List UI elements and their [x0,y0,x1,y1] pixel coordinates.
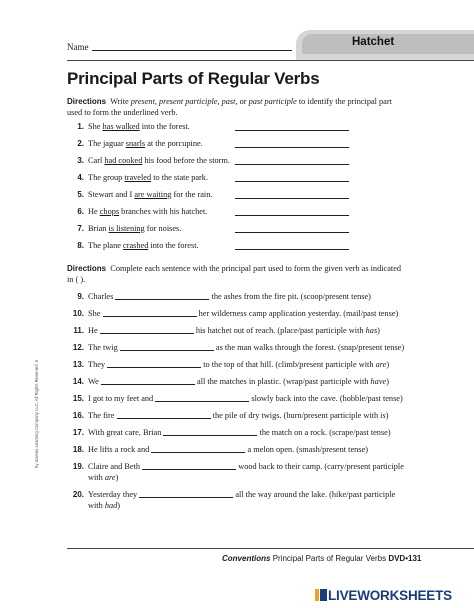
sentence-pre: The twig [88,343,118,352]
closing-paren: ) [386,377,389,386]
sentence-pre: I got to my feet and [88,394,154,403]
underlined-verb: snarls [125,139,146,148]
answer-line[interactable] [235,215,349,216]
liveworksheets-watermark: LIVEWORKSHEETS [328,588,452,603]
answer-blank[interactable] [100,325,194,334]
underlined-verb: had cooked [104,156,143,165]
header-rule [67,60,474,61]
item-number: 13. [72,360,84,369]
underlined-verb: are waiting [134,190,172,199]
liveworksheets-logo-icon [315,588,327,602]
item-number: 8. [77,241,84,250]
book-title: Hatchet [352,36,395,48]
closing-paren: ) [117,501,121,510]
answer-blank[interactable] [142,461,236,470]
item-sentence [88,359,418,370]
item-sentence [88,172,208,183]
sentence-post: into the forest. [139,122,190,131]
answer-blank[interactable] [163,427,257,436]
closing-paren: ) [115,473,119,482]
item-number: 18. [72,445,84,454]
sentence-pre: We [88,377,99,386]
page-title: Principal Parts of Regular Verbs [67,69,320,88]
item-sentence [88,308,418,319]
closing-paren: ) [377,326,380,335]
answer-blank[interactable] [101,376,195,385]
item-sentence [88,121,190,132]
sentence-post: into the forest. [148,241,199,250]
item-number: 10. [72,309,84,318]
sentence-pre: With great care, Brian [88,428,162,437]
directions-label: Directions [67,264,107,273]
answer-line[interactable] [235,249,349,250]
sentence-post: all the matches in plastic. (wrap/past participle with [197,377,371,386]
answer-line[interactable] [235,147,349,148]
sentence-pre: Brian [88,224,109,233]
item-number: 3. [77,156,84,165]
item-number: 15. [72,394,84,403]
sentence-post: for the rain. [171,190,213,199]
helper-verb: has [365,326,378,335]
directions-part1: Directions Write present, present participle, past, or past participle to identify the principal part used to form the underlined verb. [67,97,392,117]
answer-line[interactable] [235,181,349,182]
sentence-pre: They [88,360,106,369]
helper-verb: have [370,377,387,386]
item-sentence [88,189,212,200]
item-number: 19. [72,462,84,471]
sentence-line2: with [88,501,105,510]
item-number: 6. [77,207,84,216]
sentence-post: as the man walks through the forest. (snap/present tense) [215,343,405,352]
underlined-verb: has walked [102,122,140,131]
name-input-line[interactable] [92,50,292,51]
item-sentence [88,206,207,217]
helper-verb: are [104,473,116,482]
item-sentence [88,155,230,166]
item-sentence [88,444,418,455]
item-sentence [88,138,203,149]
answer-line[interactable] [235,130,349,131]
sentence-post: the ashes from the fire pit. (scoop/present tense) [211,292,371,301]
sentence-pre: He [88,326,98,335]
sentence-post: at the porcupine. [145,139,203,148]
item-number: 11. [73,326,84,335]
closing-paren: ) [386,360,390,369]
sentence-post: her wilderness camp application yesterday. (mail/past tense) [198,309,399,318]
item-sentence [88,393,418,404]
sentence-post: wood back to their camp. (carry/present participle [238,462,404,471]
sentence-post: the match on a rock. (scrape/past tense) [259,428,391,437]
answer-line[interactable] [235,198,349,199]
item-sentence [88,461,418,483]
sentence-post: all the way around the lake. (hike/past participle [235,490,396,499]
sentence-pre: The group [88,173,125,182]
sentence-post: for noises. [144,224,182,233]
item-sentence [88,410,418,421]
name-label: Name [67,42,89,52]
directions-part2: Directions Complete each sentence with the principal part used to form the given verb as indicated in ( ). [67,264,402,284]
sentence-pre: She [88,122,103,131]
item-sentence [88,291,418,302]
answer-blank[interactable] [115,291,209,300]
item-number: 5. [77,190,84,199]
helper-verb: had [104,501,118,510]
sentence-post: a melon open. (smash/present tense) [247,445,368,454]
answer-blank[interactable] [151,444,245,453]
item-sentence [88,240,199,251]
item-sentence [88,376,418,387]
directions-label: Directions [67,97,107,106]
underlined-verb: chops [99,207,120,216]
item-number: 1. [77,122,84,131]
copyright-credit: by Savvas Learning Company LLC. All Rights Reserved. 6 [34,359,39,468]
underlined-verb: traveled [124,173,152,182]
sentence-post: branches with his hatchet. [119,207,208,216]
sentence-post: his food before the storm. [142,156,230,165]
sentence-post: to the state park. [151,173,209,182]
item-number: 14. [72,377,84,386]
answer-blank[interactable] [139,489,233,498]
item-number: 4. [77,173,84,182]
sentence-post: the pile of dry twigs. (burn/present participle with [212,411,381,420]
item-sentence [88,325,418,336]
sentence-pre: The fire [88,411,115,420]
answer-blank[interactable] [117,410,211,419]
item-number: 7. [77,224,84,233]
item-number: 12. [72,343,84,352]
sentence-line2: with [88,473,105,482]
item-sentence [88,489,418,511]
underlined-verb: is listening [108,224,145,233]
sentence-pre: He lifts a rock and [88,445,150,454]
sentence-pre: Claire and Beth [88,462,141,471]
item-number: 2. [77,139,84,148]
answer-blank[interactable] [120,342,214,351]
helper-verb: is [380,411,386,420]
item-sentence [88,427,418,438]
answer-blank[interactable] [103,308,197,317]
sentence-pre: Yesterday they [88,490,138,499]
helper-verb: are [375,360,387,369]
item-number: 17. [72,428,84,437]
item-sentence [88,223,181,234]
underlined-verb: crashed [123,241,149,250]
sentence-pre: Charles [88,292,114,301]
sentence-pre: The jaguar [88,139,126,148]
sentence-pre: The plane [88,241,124,250]
answer-blank[interactable] [155,393,249,402]
item-number: 16. [72,411,84,420]
page-footer: Conventions Principal Parts of Regular Verbs DVD•131 [222,554,422,563]
closing-paren: ) [385,411,389,420]
sentence-post: to the top of that hill. (climb/present participle with [203,360,376,369]
answer-line[interactable] [235,232,349,233]
answer-line[interactable] [235,164,349,165]
answer-blank[interactable] [107,359,201,368]
sentence-pre: Stewart and I [88,190,135,199]
footer-rule [67,548,474,549]
item-number: 20. [72,490,84,499]
sentence-pre: She [88,309,101,318]
item-sentence [88,342,418,353]
sentence-pre: Carl [88,156,105,165]
sentence-pre: He [88,207,100,216]
sentence-post: his hatchet out of reach. (place/past participle with [195,326,366,335]
item-number: 9. [77,292,84,301]
sentence-post: slowly back into the cave. (hobble/past tense) [251,394,403,403]
